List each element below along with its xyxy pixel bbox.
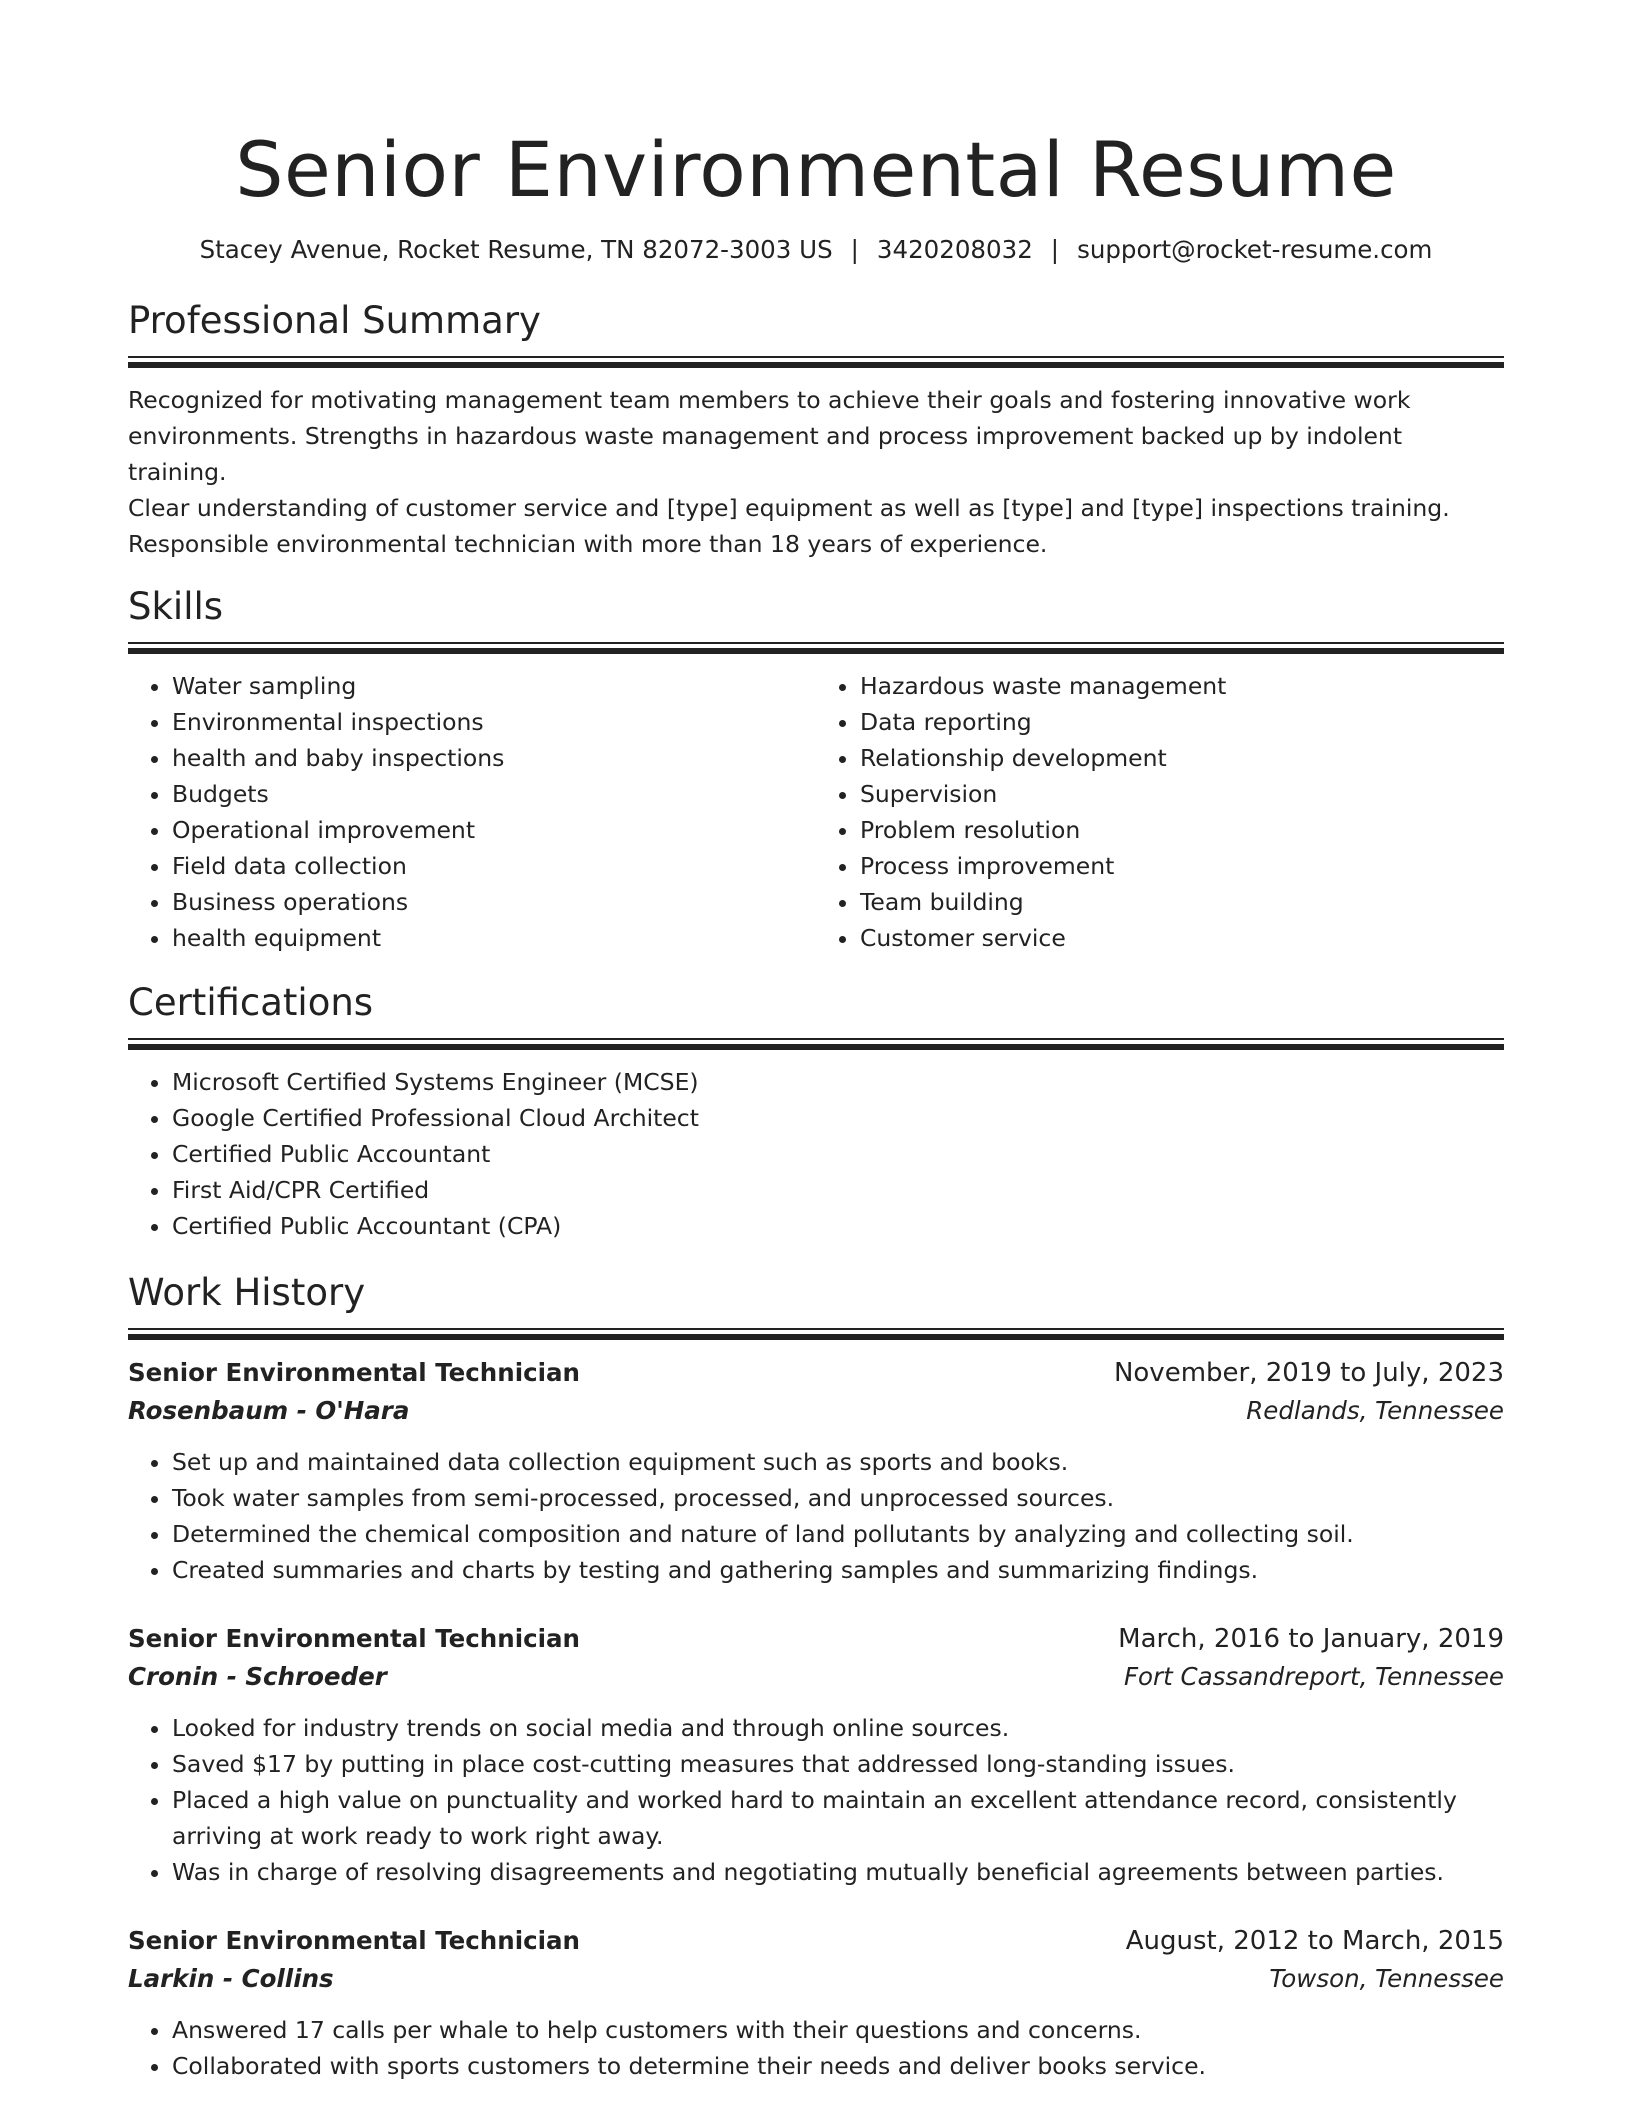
certification-item: • Certified Public Accountant (CPA): [172, 1208, 1504, 1244]
skills-section: [128, 582, 1504, 956]
skill-item: • health equipment: [172, 920, 816, 956]
summary-line: Responsible environmental technician with more than 18 years of experience.: [128, 530, 1048, 558]
job-header: [128, 1922, 1504, 1960]
skill-item: • Team building: [860, 884, 1504, 920]
job-header: [128, 1354, 1504, 1392]
section-divider: [128, 1328, 1504, 1340]
job-title: Senior Environmental Technician: [128, 1358, 580, 1387]
job-bullet: • Answered 17 calls per whale to help customers with their questions and concerns.: [172, 2012, 1504, 2048]
job-bullet: • Created summaries and charts by testing and gathering samples and summarizing findings.: [172, 1552, 1504, 1588]
job-subheader: [128, 1392, 1504, 1430]
resume-title: Senior Environmental Resume: [235, 125, 1397, 214]
job-dates: March, 2016 to January, 2019: [1118, 1624, 1504, 1654]
summary-section: [128, 296, 1504, 562]
skill-item: • Operational improvement: [172, 812, 816, 848]
job-location: Redlands, Tennessee: [1246, 1396, 1504, 1425]
contact-separator: |: [850, 235, 859, 264]
skill-item: • Supervision: [860, 776, 1504, 812]
skill-item: • Field data collection: [172, 848, 816, 884]
certifications-list: [128, 1064, 1504, 1244]
certifications-section: [128, 978, 1504, 1244]
section-heading-certifications: Certifications: [128, 981, 374, 1024]
job-bullets: [128, 1444, 1504, 1588]
job-company: Cronin - Schroeder: [128, 1662, 387, 1691]
job-bullets: [128, 1710, 1504, 1890]
skill-item: • Hazardous waste management: [860, 668, 1504, 704]
job-bullet: • Determined the chemical composition and nature of land pollutants by analyzing and collecting soil.: [172, 1516, 1504, 1552]
section-divider: [128, 1038, 1504, 1050]
summary-paragraph: [128, 382, 1504, 562]
job-bullets: [128, 2012, 1504, 2084]
job-bullet: • Saved $17 by putting in place cost-cutting measures that addressed long-standing issues.: [172, 1746, 1504, 1782]
job-entry: [128, 1620, 1504, 1890]
skills-columns: [128, 668, 1504, 956]
job-bullet: • Took water samples from semi-processed, processed, and unprocessed sources.: [172, 1480, 1504, 1516]
certification-item: • Certified Public Accountant: [172, 1136, 1504, 1172]
skill-item: • Customer service: [860, 920, 1504, 956]
job-bullet: • Collaborated with sports customers to determine their needs and deliver books service.: [172, 2048, 1504, 2084]
job-bullet: • Placed a high value on punctuality and worked hard to maintain an excellent attendance record, consistently arriving at work ready to work right away.: [172, 1782, 1504, 1854]
skills-list-right: [816, 668, 1504, 956]
certification-item: • Google Certified Professional Cloud Architect: [172, 1100, 1504, 1136]
skill-item: • Relationship development: [860, 740, 1504, 776]
skill-item: • Business operations: [172, 884, 816, 920]
work-history-section: [128, 1268, 1504, 2084]
job-location: Towson, Tennessee: [1269, 1964, 1504, 1993]
job-subheader: [128, 1658, 1504, 1696]
summary-line: environments. Strengths in hazardous waste management and process improvement backed up by indolent training.: [128, 422, 1403, 486]
skill-item: • Problem resolution: [860, 812, 1504, 848]
section-divider: [128, 356, 1504, 368]
certification-item: • First Aid/CPR Certified: [172, 1172, 1504, 1208]
contact-phone: 3420208032: [876, 235, 1033, 264]
job-company: Larkin - Collins: [128, 1964, 334, 1993]
contact-address: Stacey Avenue, Rocket Resume, TN 82072-3003 US: [199, 235, 833, 264]
skill-item: • Water sampling: [172, 668, 816, 704]
job-company: Rosenbaum - O'Hara: [128, 1396, 410, 1425]
skill-item: • Environmental inspections: [172, 704, 816, 740]
job-entry: [128, 1922, 1504, 2084]
job-bullet: • Was in charge of resolving disagreements and negotiating mutually beneficial agreements between parties.: [172, 1854, 1504, 1890]
skills-list-left: [128, 668, 816, 956]
job-dates: November, 2019 to July, 2023: [1113, 1358, 1504, 1388]
skill-item: • Process improvement: [860, 848, 1504, 884]
job-dates: August, 2012 to March, 2015: [1125, 1926, 1504, 1956]
skill-item: • Data reporting: [860, 704, 1504, 740]
job-subheader: [128, 1960, 1504, 1998]
job-header: [128, 1620, 1504, 1658]
job-entry: [128, 1354, 1504, 1588]
job-bullet: • Set up and maintained data collection equipment such as sports and books.: [172, 1444, 1504, 1480]
job-title: Senior Environmental Technician: [128, 1624, 580, 1653]
section-heading-skills: Skills: [128, 585, 224, 628]
skill-item: • Budgets: [172, 776, 816, 812]
contact-email: support@rocket-resume.com: [1077, 235, 1433, 264]
certification-item: • Microsoft Certified Systems Engineer (MCSE): [172, 1064, 1504, 1100]
contact-line: [128, 232, 1504, 268]
section-heading-work-history: Work History: [128, 1271, 366, 1314]
job-bullet: • Looked for industry trends on social media and through online sources.: [172, 1710, 1504, 1746]
section-heading-summary: Professional Summary: [128, 299, 541, 342]
summary-line: Clear understanding of customer service and [type] equipment as well as [type] and [type] inspections training.: [128, 494, 1450, 522]
summary-line: Recognized for motivating management team members to achieve their goals and fostering innovative work: [128, 386, 1411, 414]
skill-item: • health and baby inspections: [172, 740, 816, 776]
job-title: Senior Environmental Technician: [128, 1926, 580, 1955]
job-location: Fort Cassandreport, Tennessee: [1123, 1662, 1504, 1691]
section-divider: [128, 642, 1504, 654]
contact-separator: |: [1050, 235, 1060, 264]
